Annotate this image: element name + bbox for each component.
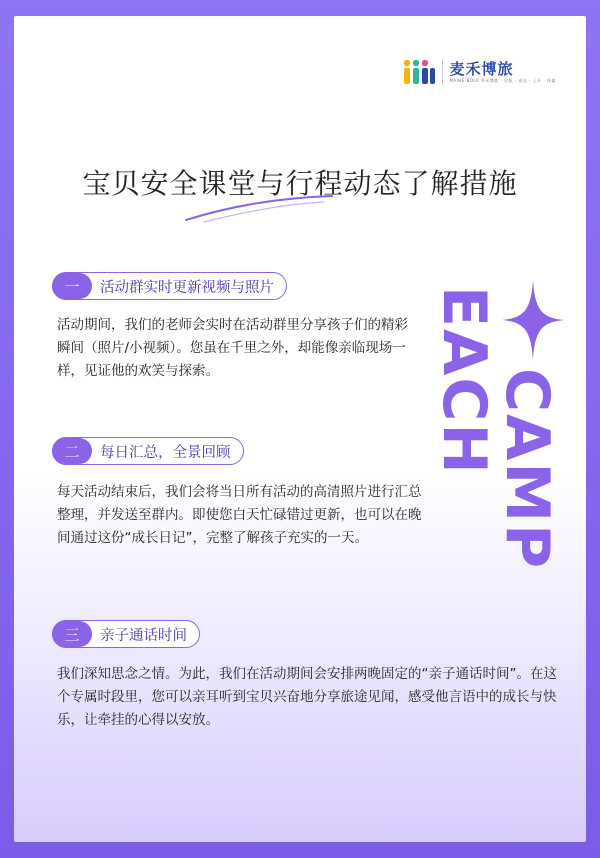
section-heading-3 (52, 620, 200, 648)
section-heading-1 (52, 272, 287, 300)
section-body-2: 每天活动结束后，我们会将当日所有活动的高清照片进行汇总整理，并发送至群内。即使您白天忙碌错过更新，也可以在晚间通过这份“成长日记”，完整了解孩子充实的一天。 (57, 484, 422, 546)
section-number-1: 一 (52, 273, 92, 299)
section-heading-2 (52, 437, 244, 465)
sparkle-icon (502, 280, 564, 360)
logo-subtitle: MAIHE BOLV 麦禾博旅 · 启航 · 成长 · 上升 · 探索 (449, 77, 556, 83)
page-title: 宝贝安全课堂与行程动态了解措施 (82, 167, 518, 200)
decor-word-each: EACH (429, 286, 499, 476)
brand-logo (402, 58, 556, 86)
section-number-2: 二 (52, 438, 92, 464)
logo-name: 麦禾博旅 (449, 59, 514, 78)
section-title-3: 亲子通话时间 (100, 627, 187, 644)
title-swoosh-icon (184, 194, 334, 224)
section-title-2: 每日汇总，全景回顾 (100, 444, 231, 461)
logo-text (449, 61, 556, 84)
logo-mark-icon (402, 58, 436, 86)
section-body-1: 活动期间，我们的老师会实时在活动群里分享孩子们的精彩瞬间（照片/小视频）。您虽在千里之外，却能像亲临现场一样，见证他的欢笑与探索。 (57, 317, 408, 379)
decor-word-camp: CAMP (492, 368, 562, 571)
section-title-1: 活动群实时更新视频与照片 (100, 279, 274, 296)
section-number-3: 三 (52, 621, 92, 647)
document-sheet (14, 16, 586, 842)
section-body-3: 我们深知思念之情。为此，我们在活动期间会安排两晚固定的“亲子通话时间”。在这个专属时段里，您可以亲耳听到宝贝兴奋地分享旅途见闻，感受他言语中的成长与快乐，让牵挂的心得以安放。 (57, 666, 557, 728)
logo-divider (442, 59, 443, 85)
